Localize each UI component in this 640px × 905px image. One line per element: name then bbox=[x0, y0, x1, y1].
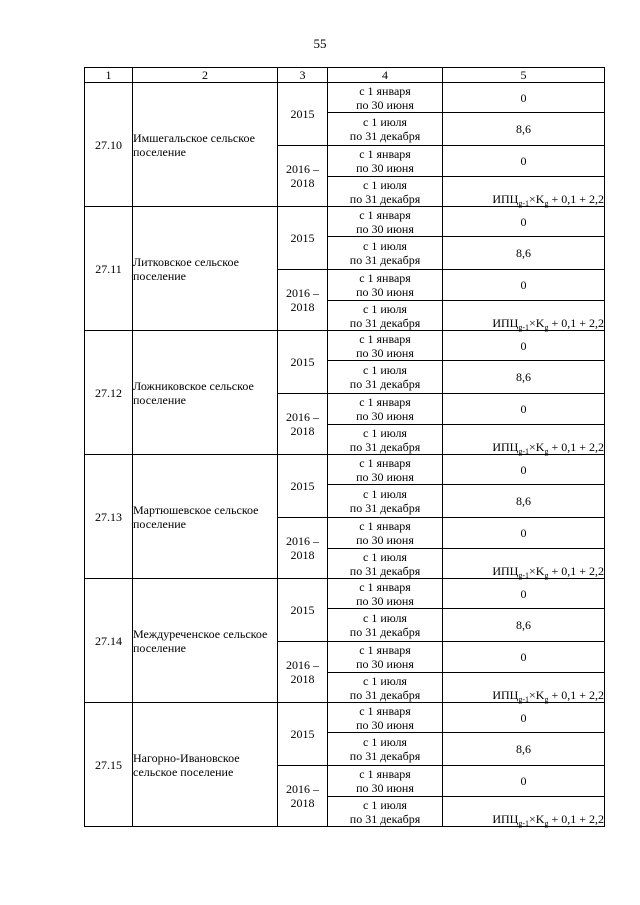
settlement-block bbox=[85, 83, 605, 207]
period-start: с 1 июля bbox=[363, 115, 407, 129]
formula-part: ×K bbox=[529, 440, 545, 454]
formula-part: ИПЦ bbox=[492, 192, 519, 206]
period-cell bbox=[328, 733, 443, 766]
period-cell bbox=[328, 703, 443, 733]
formula-subscript: g bbox=[544, 819, 549, 828]
column-header: 5 bbox=[443, 68, 605, 83]
formula-subscript: g-1 bbox=[518, 199, 530, 208]
formula-subscript: g-1 bbox=[518, 447, 530, 456]
period-cell bbox=[328, 642, 443, 673]
period-end: по 31 декабря bbox=[349, 749, 421, 763]
column-header: 3 bbox=[278, 68, 328, 83]
period-cell bbox=[328, 518, 443, 549]
period-end: по 30 июня bbox=[356, 97, 414, 112]
formula-part: + 0,1 + 2,2 bbox=[548, 440, 604, 454]
period-cell bbox=[328, 766, 443, 797]
formula-subscript: g bbox=[544, 199, 549, 208]
period-cell bbox=[328, 549, 443, 579]
year-cell: 2016 – 2018 bbox=[278, 270, 328, 331]
formula-cell bbox=[443, 301, 605, 331]
period-end: по 30 июня bbox=[356, 469, 414, 484]
period-start: с 1 января bbox=[359, 579, 411, 594]
period-cell bbox=[328, 331, 443, 361]
period-end: по 30 июня bbox=[356, 593, 414, 608]
value-cell: 8,6 bbox=[443, 733, 605, 766]
period-start: с 1 июля bbox=[363, 363, 407, 377]
period-end: по 30 июня bbox=[356, 161, 414, 175]
period-end: по 30 июня bbox=[356, 221, 414, 236]
period-end: по 31 декабря bbox=[349, 563, 421, 578]
row-number: 27.11 bbox=[85, 207, 133, 331]
period-start: с 1 января bbox=[359, 643, 411, 657]
period-end: по 30 июня bbox=[356, 781, 414, 795]
period-start: с 1 января bbox=[359, 395, 411, 409]
value-cell: 0 bbox=[443, 518, 605, 549]
formula-part: ИПЦ bbox=[492, 688, 519, 702]
value-cell: 8,6 bbox=[443, 485, 605, 518]
period-cell bbox=[328, 83, 443, 113]
period-end: по 31 декабря bbox=[349, 253, 421, 267]
period-start: с 1 июля bbox=[363, 549, 407, 564]
value-cell: 0 bbox=[443, 394, 605, 425]
settlement-block bbox=[85, 455, 605, 579]
row-number: 27.13 bbox=[85, 455, 133, 579]
formula-part: ×K bbox=[529, 564, 545, 578]
period-end: по 31 декабря bbox=[349, 377, 421, 391]
table-row bbox=[85, 455, 605, 485]
table-row bbox=[85, 579, 605, 609]
value-cell: 0 bbox=[443, 642, 605, 673]
settlement-block bbox=[85, 331, 605, 455]
period-cell bbox=[328, 270, 443, 301]
tariff-table bbox=[84, 67, 605, 827]
value-cell: 0 bbox=[443, 766, 605, 797]
period-start: с 1 июля bbox=[363, 177, 407, 192]
value-cell: 0 bbox=[443, 331, 605, 361]
formula-subscript: g bbox=[544, 695, 549, 704]
period-cell bbox=[328, 177, 443, 207]
row-number: 27.14 bbox=[85, 579, 133, 703]
table-row bbox=[85, 83, 605, 113]
period-cell bbox=[328, 673, 443, 703]
table-row bbox=[85, 207, 605, 237]
period-start: с 1 июля bbox=[363, 797, 407, 812]
period-cell bbox=[328, 207, 443, 237]
formula-part: ×K bbox=[529, 316, 545, 330]
period-start: с 1 июля bbox=[363, 239, 407, 253]
period-start: с 1 января bbox=[359, 83, 411, 98]
period-start: с 1 января bbox=[359, 271, 411, 285]
value-cell: 0 bbox=[443, 270, 605, 301]
settlement-block bbox=[85, 579, 605, 703]
period-end: по 30 июня bbox=[356, 409, 414, 423]
period-end: по 30 июня bbox=[356, 533, 414, 547]
formula-subscript: g bbox=[544, 447, 549, 456]
year-cell: 2015 bbox=[278, 703, 328, 766]
formula-subscript: g-1 bbox=[518, 571, 530, 580]
value-cell: 0 bbox=[443, 703, 605, 733]
period-cell bbox=[328, 455, 443, 485]
formula-cell bbox=[443, 177, 605, 207]
year-cell: 2015 bbox=[278, 83, 328, 146]
table-row bbox=[85, 703, 605, 733]
period-start: с 1 января bbox=[359, 767, 411, 781]
period-end: по 31 декабря bbox=[349, 191, 421, 206]
row-number: 27.12 bbox=[85, 331, 133, 455]
formula-cell bbox=[443, 549, 605, 579]
settlement-block bbox=[85, 207, 605, 331]
formula-subscript: g-1 bbox=[518, 323, 530, 332]
period-cell bbox=[328, 113, 443, 146]
period-end: по 31 декабря bbox=[349, 315, 421, 330]
year-cell: 2015 bbox=[278, 331, 328, 394]
settlement-name: Нагорно-Ивановское сельское поселение bbox=[133, 703, 278, 827]
period-start: с 1 января bbox=[359, 331, 411, 346]
year-cell: 2016 – 2018 bbox=[278, 642, 328, 703]
formula-cell bbox=[443, 673, 605, 703]
year-cell: 2016 – 2018 bbox=[278, 394, 328, 455]
period-cell bbox=[328, 146, 443, 177]
period-start: с 1 июля bbox=[363, 425, 407, 440]
period-start: с 1 июля bbox=[363, 487, 407, 501]
formula-subscript: g bbox=[544, 571, 549, 580]
period-end: по 30 июня bbox=[356, 345, 414, 360]
period-start: с 1 января bbox=[359, 703, 411, 718]
formula-part: ИПЦ bbox=[492, 812, 519, 826]
period-cell bbox=[328, 797, 443, 827]
year-cell: 2015 bbox=[278, 579, 328, 642]
period-cell bbox=[328, 609, 443, 642]
formula-part: ×K bbox=[529, 688, 545, 702]
settlement-name: Междуреченское сельское поселение bbox=[133, 579, 278, 703]
formula-cell bbox=[443, 425, 605, 455]
formula-part: + 0,1 + 2,2 bbox=[548, 688, 604, 702]
period-cell bbox=[328, 361, 443, 394]
period-start: с 1 января bbox=[359, 455, 411, 470]
formula-part: ИПЦ bbox=[492, 564, 519, 578]
year-cell: 2016 – 2018 bbox=[278, 518, 328, 579]
period-cell bbox=[328, 485, 443, 518]
value-cell: 8,6 bbox=[443, 609, 605, 642]
year-cell: 2015 bbox=[278, 455, 328, 518]
page-number: 55 bbox=[313, 36, 327, 51]
formula-cell bbox=[443, 797, 605, 827]
period-end: по 31 декабря bbox=[349, 811, 421, 826]
period-cell bbox=[328, 237, 443, 270]
formula-subscript: g-1 bbox=[518, 695, 530, 704]
period-cell bbox=[328, 425, 443, 455]
period-cell bbox=[328, 301, 443, 331]
period-end: по 30 июня bbox=[356, 717, 414, 732]
period-start: с 1 июля bbox=[363, 673, 407, 688]
period-end: по 31 декабря bbox=[349, 439, 421, 454]
year-cell: 2016 – 2018 bbox=[278, 146, 328, 207]
period-start: с 1 января bbox=[359, 519, 411, 533]
period-start: с 1 января bbox=[359, 207, 411, 222]
period-end: по 31 декабря bbox=[349, 687, 421, 702]
value-cell: 8,6 bbox=[443, 113, 605, 146]
value-cell: 0 bbox=[443, 207, 605, 237]
period-end: по 31 декабря bbox=[349, 501, 421, 515]
period-end: по 30 июня bbox=[356, 657, 414, 671]
formula-part: ИПЦ bbox=[492, 316, 519, 330]
formula-part: + 0,1 + 2,2 bbox=[548, 812, 604, 826]
settlement-name: Ложниковское сельское поселение bbox=[133, 331, 278, 455]
period-end: по 30 июня bbox=[356, 285, 414, 299]
value-cell: 0 bbox=[443, 83, 605, 113]
period-cell bbox=[328, 394, 443, 425]
column-header: 4 bbox=[328, 68, 443, 83]
formula-subscript: g-1 bbox=[518, 819, 530, 828]
value-cell: 0 bbox=[443, 146, 605, 177]
formula-part: + 0,1 + 2,2 bbox=[548, 192, 604, 206]
formula-part: + 0,1 + 2,2 bbox=[548, 564, 604, 578]
period-start: с 1 июля bbox=[363, 735, 407, 749]
formula-part: + 0,1 + 2,2 bbox=[548, 316, 604, 330]
year-cell: 2016 – 2018 bbox=[278, 766, 328, 827]
settlement-name: Имшегальское сельское поселение bbox=[133, 83, 278, 207]
period-end: по 31 декабря bbox=[349, 129, 421, 143]
formula-part: ИПЦ bbox=[492, 440, 519, 454]
value-cell: 8,6 bbox=[443, 361, 605, 394]
settlement-block bbox=[85, 703, 605, 827]
year-cell: 2015 bbox=[278, 207, 328, 270]
formula-subscript: g bbox=[544, 323, 549, 332]
period-start: с 1 июля bbox=[363, 611, 407, 625]
period-end: по 31 декабря bbox=[349, 625, 421, 639]
header-row bbox=[85, 68, 605, 83]
settlement-name: Литковское сельское поселение bbox=[133, 207, 278, 331]
formula-part: ×K bbox=[529, 192, 545, 206]
formula-part: ×K bbox=[529, 812, 545, 826]
settlement-name: Мартюшевское сельское поселение bbox=[133, 455, 278, 579]
row-number: 27.10 bbox=[85, 83, 133, 207]
row-number: 27.15 bbox=[85, 703, 133, 827]
column-header: 2 bbox=[133, 68, 278, 83]
column-header: 1 bbox=[85, 68, 133, 83]
period-start: с 1 января bbox=[359, 147, 411, 161]
period-start: с 1 июля bbox=[363, 301, 407, 316]
value-cell: 8,6 bbox=[443, 237, 605, 270]
value-cell: 0 bbox=[443, 455, 605, 485]
period-cell bbox=[328, 579, 443, 609]
value-cell: 0 bbox=[443, 579, 605, 609]
table-row bbox=[85, 331, 605, 361]
